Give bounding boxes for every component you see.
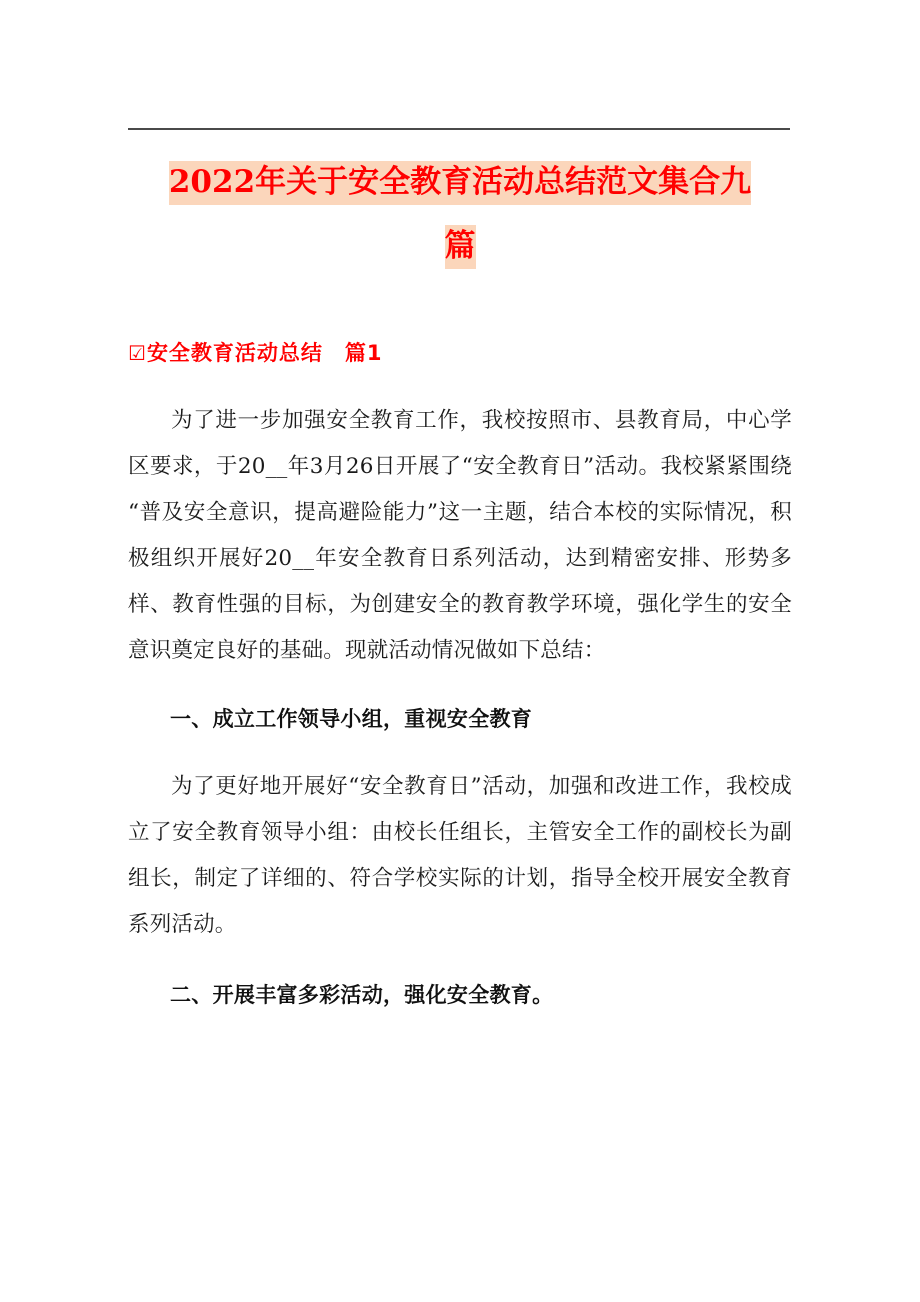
spacer <box>128 742 792 764</box>
document-body <box>128 398 792 1018</box>
page-title <box>128 150 792 278</box>
spacer <box>128 674 792 696</box>
section-subtitle-label: 安全教育活动总结 篇1 <box>146 341 383 365</box>
section-heading: 二、开展丰富多彩活动，强化安全教育。 <box>170 983 554 1007</box>
body-paragraph: 为了进一步加强安全教育工作，我校按照市、县教育局，中心学区要求，于20__年3月26日开展了“安全教育日”活动。我校紧紧围绕“普及安全意识，提高避险能力”这一主题，结合本校的实际情况，积极组织开展好20__年安全教育日系列活动，达到精密安排、形势多样、教育性强的目标，为创建安全的教育教学环境，强化学生的安全意识奠定良好的基础。现就活动情况做如下总结： <box>128 408 792 663</box>
page-title-line-1: 2022年关于安全教育活动总结范文集合九 <box>169 161 751 205</box>
body-paragraph: 为了更好地开展好“安全教育日”活动，加强和改进工作，我校成立了安全教育领导小组：由校长任组长，主管安全工作的副校长为副组长，制定了详细的、符合学校实际的计划，指导全校开展安全教育系列活动。 <box>128 774 792 937</box>
spacer <box>128 948 792 972</box>
section-heading: 一、成立工作领导小组，重视安全教育 <box>170 707 533 731</box>
header-divider <box>128 128 790 130</box>
section-subtitle <box>128 338 792 368</box>
document-header <box>128 150 792 278</box>
checkbox-checked-icon: ☑ <box>128 341 147 365</box>
page-title-line-2: 篇 <box>445 225 476 269</box>
